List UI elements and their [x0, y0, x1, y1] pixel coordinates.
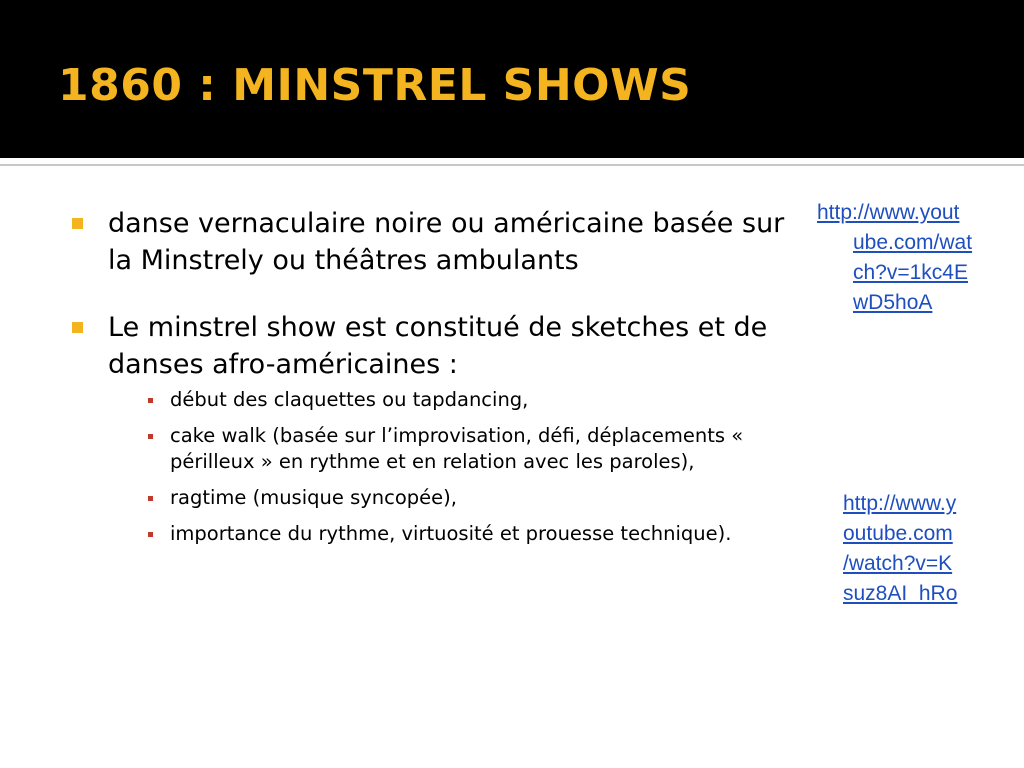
sub-bullet-item	[170, 423, 792, 475]
sub-bullet-square-icon	[148, 398, 153, 403]
sub-bullet-text: importance du rythme, virtuosité et prouesse technique).	[170, 522, 732, 545]
title-divider	[0, 164, 1024, 166]
sub-bullet-text: ragtime (musique syncopée),	[170, 486, 457, 509]
sub-bullet-list	[72, 387, 792, 547]
bullet-text: danse vernaculaire noire ou américaine basée sur la Minstrely ou théâtres ambulants	[108, 208, 785, 276]
link-line[interactable]: http://www.y	[843, 492, 957, 515]
slide-body	[72, 205, 792, 557]
link-line[interactable]: suz8AI_hRo	[843, 582, 958, 605]
slide-title: 1860 : MINSTREL SHOWS	[58, 60, 692, 111]
title-bar	[0, 0, 1024, 158]
youtube-link-1[interactable]	[817, 198, 972, 318]
bullet-item	[72, 205, 792, 279]
sub-bullet-item	[170, 387, 792, 413]
youtube-link-2[interactable]	[843, 489, 957, 609]
link-line[interactable]: wD5hoA	[853, 291, 933, 314]
sub-bullet-item	[170, 521, 792, 547]
sub-bullet-square-icon	[148, 496, 153, 501]
bullet-item	[72, 309, 792, 383]
link-line[interactable]: ch?v=1kc4E	[853, 261, 968, 284]
bullet-square-icon	[72, 322, 83, 333]
bullet-text: Le minstrel show est constitué de sketches et de danses afro-américaines :	[108, 312, 768, 380]
sub-bullet-text: cake walk (basée sur l’improvisation, défi, déplacements « périlleux » en rythme et en relation avec les paroles),	[170, 424, 744, 473]
sub-bullet-square-icon	[148, 532, 153, 537]
link-line[interactable]: /watch?v=K	[843, 552, 953, 575]
link-line[interactable]: ube.com/wat	[853, 231, 973, 254]
sub-bullet-square-icon	[148, 434, 153, 439]
link-line[interactable]: http://www.yout	[817, 201, 960, 224]
bullet-square-icon	[72, 218, 83, 229]
sub-bullet-text: début des claquettes ou tapdancing,	[170, 388, 529, 411]
link-line[interactable]: outube.com	[843, 522, 953, 545]
sub-bullet-item	[170, 485, 792, 511]
